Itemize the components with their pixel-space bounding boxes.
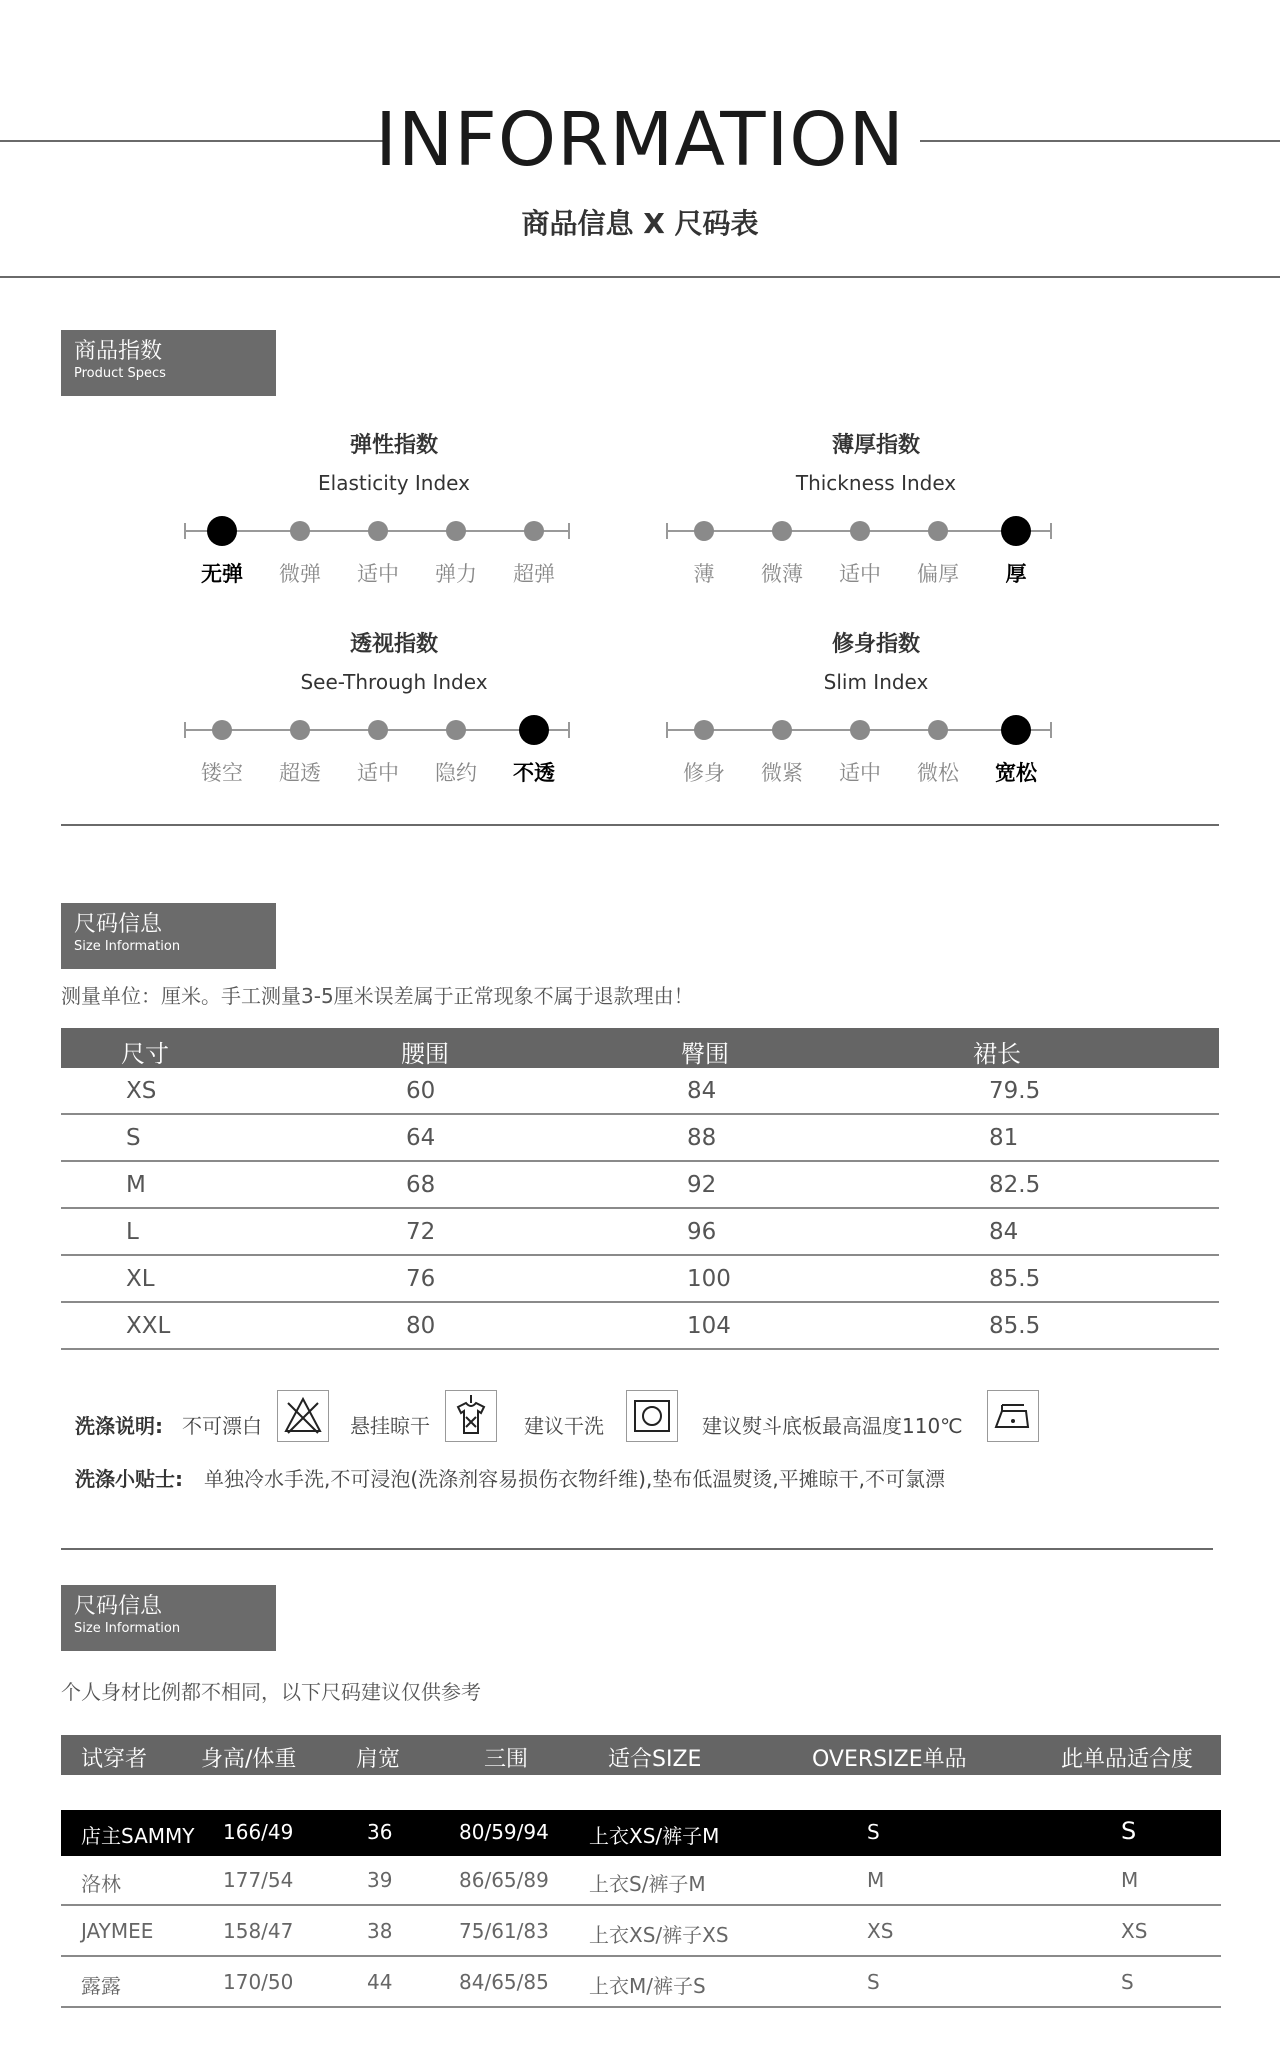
table-cell: 96 (687, 1219, 717, 1245)
table-cell: 36 (367, 1820, 393, 1844)
care-label: 洗涤说明: (75, 1414, 163, 1438)
table-row (61, 1115, 1219, 1162)
spec-scale-end-tick (568, 722, 570, 738)
table-cell: S (1121, 1817, 1137, 1845)
section-title-en: Product Specs (74, 366, 166, 381)
table-row (61, 1209, 1219, 1256)
spec-scale-label: 适中 (357, 562, 399, 586)
table-cell: 92 (687, 1172, 717, 1198)
spec-scale-marker (850, 720, 870, 740)
table-cell: 82.5 (989, 1172, 1041, 1198)
spec-scale-end-tick (568, 523, 570, 539)
table-cell: 上衣M/裤子S (589, 1974, 706, 1998)
spec-scale-marker (368, 720, 388, 740)
section-title-zh: 尺码信息 (74, 912, 163, 937)
care-tips: 单独冷水手洗,不可浸泡(洗涤剂容易损伤衣物纤维),垫布低温熨烫,平摊晾干,不可氯漂 (204, 1467, 946, 1491)
no-bleach-icon (277, 1390, 329, 1442)
spec-scale-label: 弹力 (435, 562, 477, 586)
spec-scale-label: 隐约 (435, 761, 477, 785)
col-header: 臀围 (681, 1040, 729, 1068)
table-cell: 84 (687, 1078, 717, 1104)
table-cell: XS (867, 1919, 894, 1943)
col-header: OVERSIZE单品 (812, 1747, 967, 1772)
table-cell: 170/50 (223, 1970, 294, 1994)
table-cell: 洛林 (81, 1872, 121, 1896)
section-title-en: Size Information (74, 939, 181, 954)
iron-icon (987, 1390, 1039, 1442)
spec-scale-label: 宽松 (995, 761, 1037, 785)
table-cell: S (867, 1820, 880, 1844)
care-tips-label: 洗涤小贴士: (75, 1467, 183, 1491)
col-header: 身高/体重 (201, 1747, 297, 1772)
table-cell: 177/54 (223, 1868, 294, 1892)
spec-scale-end-tick (666, 722, 668, 738)
table-cell: 44 (367, 1970, 393, 1994)
spec-index-title-en: Thickness Index (795, 471, 957, 495)
table-row (61, 1162, 1219, 1209)
fit-table-header (61, 1735, 1221, 1775)
col-header: 试穿者 (81, 1747, 148, 1772)
section-tag-product-specs (61, 330, 276, 396)
table-cell: 64 (406, 1125, 436, 1151)
dry-clean-icon (626, 1390, 678, 1442)
spec-scale-marker (928, 720, 948, 740)
table-row (61, 1909, 1221, 1957)
table-cell: 84 (989, 1219, 1019, 1245)
table-cell: 38 (367, 1919, 393, 1943)
table-cell: 80/59/94 (459, 1820, 549, 1844)
spec-scale-label: 微弹 (279, 562, 321, 586)
table-cell: 店主SAMMY (81, 1824, 195, 1848)
table-cell: JAYMEE (81, 1919, 154, 1943)
table-cell: 81 (989, 1125, 1019, 1151)
spec-scale-label: 不透 (513, 761, 555, 785)
spec-scale-marker (524, 521, 544, 541)
spec-scale-marker (850, 521, 870, 541)
care-text-no-bleach: 不可漂白 (182, 1414, 262, 1438)
size-table-header (61, 1028, 1219, 1068)
section-title-zh: 商品指数 (74, 339, 163, 364)
col-header: 适合SIZE (608, 1747, 702, 1772)
spec-index-title-zh: 薄厚指数 (831, 433, 920, 458)
spec-index-title-en: Slim Index (823, 670, 929, 694)
col-header: 三围 (484, 1747, 529, 1772)
col-header: 裙长 (973, 1040, 1021, 1068)
table-row (61, 1810, 1221, 1856)
care-text-hang-dry: 悬挂晾干 (350, 1414, 430, 1438)
table-cell: 84/65/85 (459, 1970, 549, 1994)
table-cell: 76 (406, 1266, 436, 1292)
col-header: 腰围 (401, 1040, 449, 1068)
table-row (61, 1303, 1219, 1350)
table-cell: 88 (687, 1125, 717, 1151)
table-cell: M (126, 1172, 146, 1198)
table-cell: L (126, 1219, 139, 1245)
spec-scale-marker (368, 521, 388, 541)
spec-scale-end-tick (1050, 523, 1052, 539)
table-cell: XXL (126, 1313, 171, 1339)
spec-scale-marker (290, 521, 310, 541)
fit-note: 个人身材比例都不相同，以下尺码建议仅供参考 (61, 1680, 481, 1704)
table-cell: M (1121, 1868, 1139, 1892)
spec-scale-label: 修身 (683, 761, 725, 785)
spec-index-title-zh: 修身指数 (831, 632, 920, 657)
spec-scale-marker (694, 720, 714, 740)
spec-scale-label: 超弹 (513, 562, 555, 586)
spec-scale-marker (772, 720, 792, 740)
spec-scale-label: 镂空 (201, 761, 243, 785)
table-cell: S (1121, 1970, 1134, 1994)
measurement-note: 测量单位：厘米。手工测量3-5厘米误差属于正常现象不属于退款理由！ (61, 984, 694, 1008)
spec-scale-label: 微薄 (761, 562, 803, 586)
table-cell: 100 (687, 1266, 731, 1292)
page-subtitle: 商品信息 X 尺码表 (521, 207, 759, 240)
table-cell: 上衣S/裤子M (589, 1872, 706, 1896)
section-tag-size-info (61, 903, 276, 969)
col-header: 尺寸 (121, 1040, 169, 1068)
spec-index-title-en: See-Through Index (300, 670, 488, 694)
spec-scale-label: 适中 (839, 761, 881, 785)
spec-scale-end-tick (184, 523, 186, 539)
table-cell: 72 (406, 1219, 436, 1245)
care-text-iron: 建议熨斗底板最高温度110℃ (702, 1414, 963, 1438)
care-text-dry-clean: 建议干洗 (524, 1414, 604, 1438)
table-cell: 79.5 (989, 1078, 1041, 1104)
col-header: 此单品适合度 (1061, 1747, 1194, 1772)
table-cell: 75/61/83 (459, 1919, 549, 1943)
specs-divider (61, 824, 1219, 826)
page-title: INFORMATION (375, 97, 905, 183)
table-cell: S (126, 1125, 141, 1151)
table-row (61, 1858, 1221, 1906)
table-cell: 86/65/89 (459, 1868, 549, 1892)
spec-scale-label: 微松 (917, 761, 959, 785)
spec-index-title-zh: 弹性指数 (349, 433, 438, 458)
col-header: 肩宽 (356, 1747, 401, 1772)
table-cell: M (867, 1868, 885, 1892)
table-cell: 露露 (81, 1974, 121, 1998)
spec-scale-label: 超透 (279, 761, 321, 785)
spec-scale-label: 微紧 (761, 761, 803, 785)
section-tag-fit-info (61, 1585, 276, 1651)
spec-index-title-en: Elasticity Index (318, 471, 470, 495)
spec-scale-end-tick (184, 722, 186, 738)
table-cell: 104 (687, 1313, 731, 1339)
spec-scale-marker (928, 521, 948, 541)
table-cell: XS (1121, 1919, 1148, 1943)
table-cell: 39 (367, 1868, 393, 1892)
spec-scale-marker-selected (519, 715, 549, 745)
spec-scale-label: 适中 (357, 761, 399, 785)
spec-scale-marker (694, 521, 714, 541)
section-title-zh: 尺码信息 (74, 1594, 163, 1619)
spec-index-title-zh: 透视指数 (349, 632, 438, 657)
table-row (61, 1960, 1221, 2008)
table-cell: XL (126, 1266, 155, 1292)
table-row (61, 1068, 1219, 1115)
spec-scale-label: 适中 (839, 562, 881, 586)
spec-scale-label: 厚 (1005, 562, 1027, 586)
table-cell: 158/47 (223, 1919, 294, 1943)
header-divider (0, 276, 1280, 278)
table-cell: 68 (406, 1172, 436, 1198)
spec-scale-end-tick (666, 523, 668, 539)
table-cell: 166/49 (223, 1820, 294, 1844)
spec-scale-marker-selected (1001, 516, 1031, 546)
spec-scale-label: 无弹 (201, 562, 243, 586)
spec-scale-marker-selected (207, 516, 237, 546)
table-cell: 上衣XS/裤子XS (589, 1923, 729, 1947)
care-divider (61, 1548, 1213, 1550)
table-cell: XS (126, 1078, 157, 1104)
spec-scale-marker-selected (1001, 715, 1031, 745)
spec-scale-end-tick (1050, 722, 1052, 738)
spec-scale-marker (446, 720, 466, 740)
section-title-en: Size Information (74, 1621, 181, 1636)
spec-scale-label: 薄 (693, 562, 715, 586)
table-cell: 上衣XS/裤子M (589, 1824, 720, 1848)
table-cell: 60 (406, 1078, 436, 1104)
spec-scale-marker (212, 720, 232, 740)
table-row (61, 1256, 1219, 1303)
table-cell: S (867, 1970, 880, 1994)
table-cell: 80 (406, 1313, 436, 1339)
spec-scale-marker (772, 521, 792, 541)
table-cell: 85.5 (989, 1266, 1041, 1292)
spec-scale-marker (290, 720, 310, 740)
table-cell: 85.5 (989, 1313, 1041, 1339)
spec-scale-marker (446, 521, 466, 541)
spec-scale-label: 偏厚 (917, 562, 959, 586)
hang-dry-icon (445, 1390, 497, 1442)
